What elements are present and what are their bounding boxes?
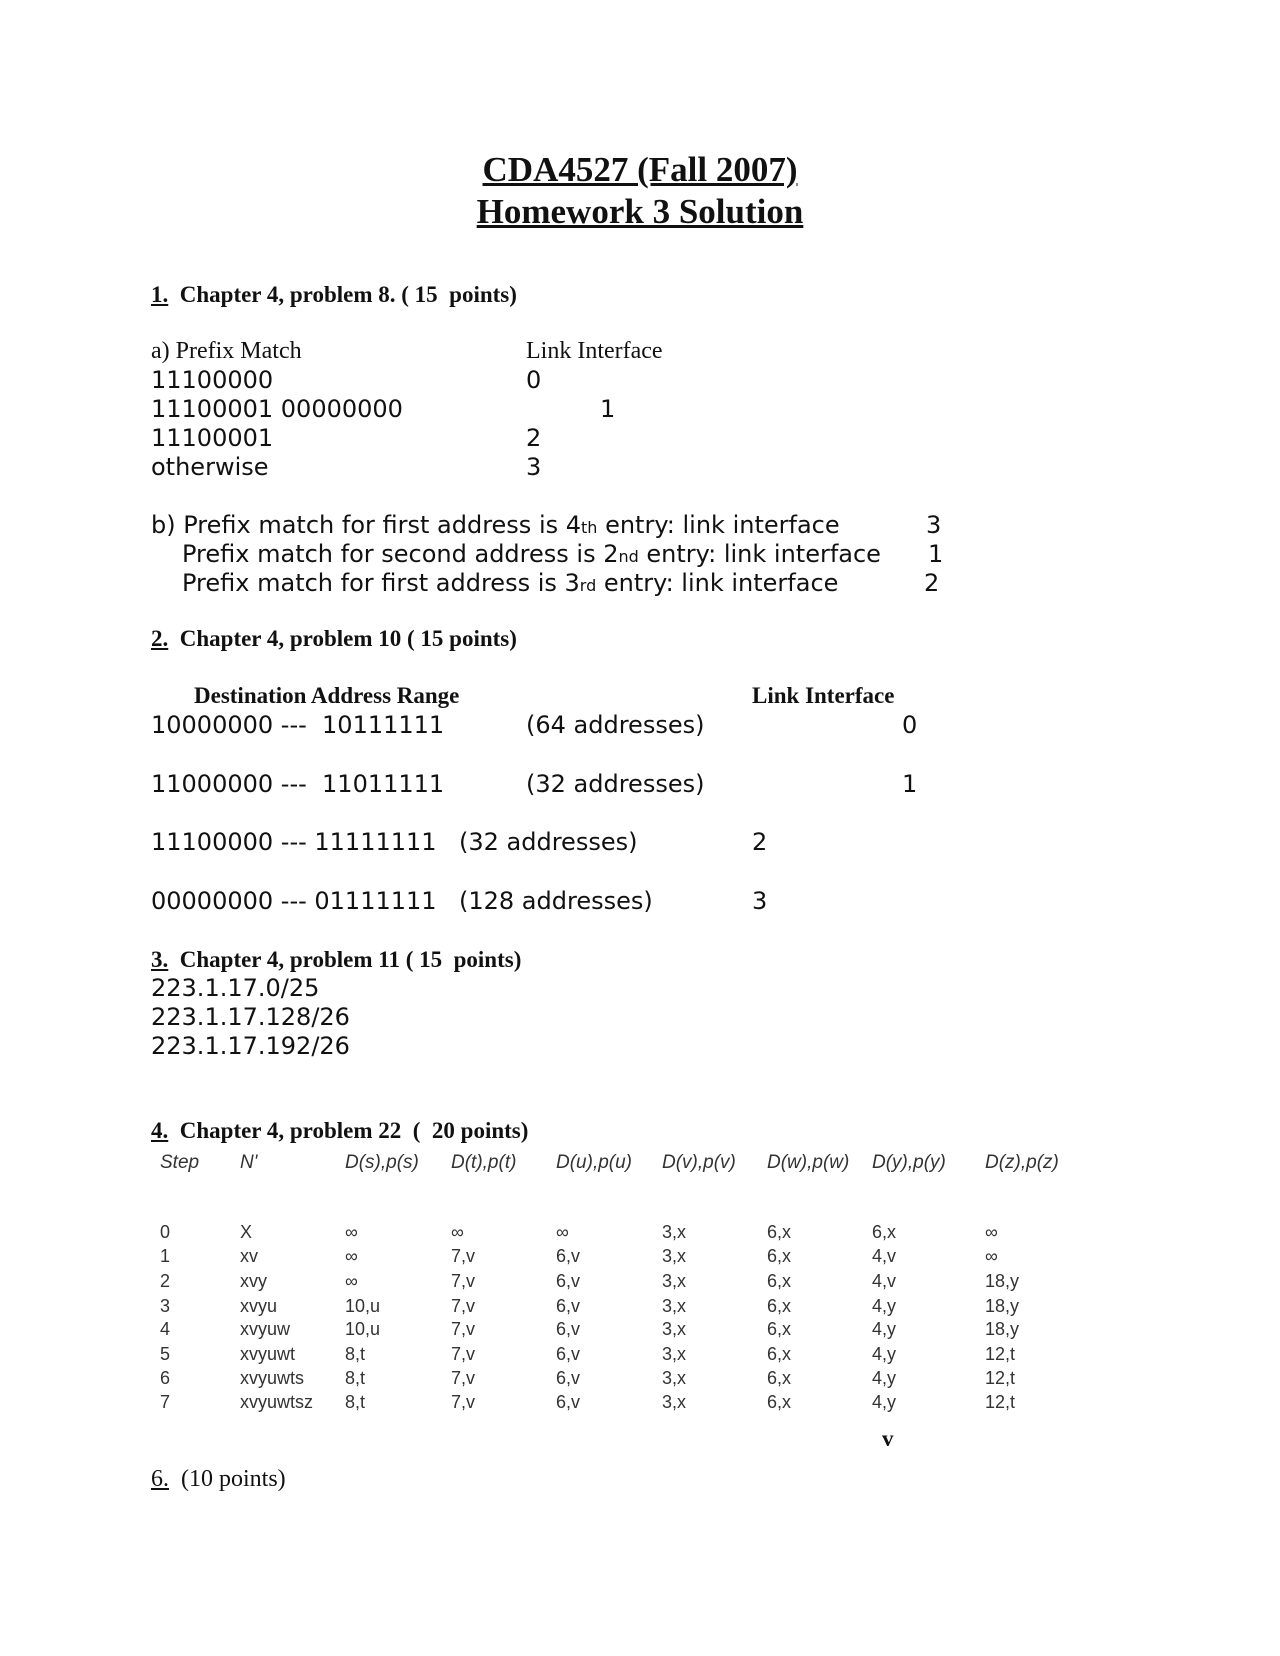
table-cell: 7,v <box>451 1271 476 1291</box>
table-cell: 4 <box>160 1319 171 1339</box>
q2-iface-1: 1 <box>902 770 918 798</box>
q1-b-line-1-post: entry: link interface <box>638 540 881 568</box>
table-cell: 6,x <box>767 1271 792 1291</box>
table-cell: 7,v <box>451 1344 476 1364</box>
q3-number: 3. <box>151 947 169 972</box>
q1-a-label: a) Prefix Match <box>151 338 302 364</box>
table-cell: 6,x <box>767 1368 792 1388</box>
table-cell: 6,x <box>767 1296 792 1316</box>
table-cell: ∞ <box>345 1271 358 1291</box>
q4-heading <box>151 1118 528 1144</box>
q1-iface-2: 2 <box>526 424 542 452</box>
table-cell: 7 <box>160 1392 171 1412</box>
table-cell: 3,x <box>662 1246 687 1266</box>
table-cell: xvyuwt <box>240 1344 296 1364</box>
q1-b-line-2 <box>182 569 838 597</box>
q3-heading <box>151 947 521 973</box>
table-cell: 0 <box>160 1222 171 1242</box>
q2-col2-header: Link Interface <box>752 683 895 708</box>
q2-heading-text: Chapter 4, problem 10 ( 15 points) <box>179 626 517 651</box>
table-cell: 8,t <box>345 1368 366 1388</box>
q1-heading-text: Chapter 4, problem 8. ( 15 points) <box>179 282 517 307</box>
q1-iface-3: 3 <box>526 453 542 481</box>
table-cell: 4,y <box>872 1344 897 1364</box>
table-cell: 3,x <box>662 1222 687 1242</box>
q3-heading-text: Chapter 4, problem 11 ( 15 points) <box>179 947 522 972</box>
title-line-1: CDA4527 (Fall 2007) <box>482 150 798 189</box>
title-line-2: Homework 3 Solution <box>476 192 804 231</box>
q1-b-line-1-sup: nd <box>618 547 639 566</box>
table-cell: 3,x <box>662 1392 687 1412</box>
q1-b-line-2-sup: rd <box>579 576 597 595</box>
q1-b-line-0-pre: b) Prefix match for first address is 4 <box>151 511 582 539</box>
q1-prefix-0: 11100000 <box>151 366 274 394</box>
table-cell: X <box>240 1222 253 1242</box>
table-cell: 2 <box>160 1271 171 1291</box>
table-header-cell: D(s),p(s) <box>345 1152 419 1173</box>
q2-col1-header: Destination Address Range <box>194 683 460 708</box>
table-cell: ∞ <box>451 1222 464 1242</box>
table-cell: 7,v <box>451 1392 476 1412</box>
q1-a-col2: Link Interface <box>526 338 663 364</box>
table-cell: 3 <box>160 1296 171 1316</box>
table-header-cell: D(v),p(v) <box>662 1152 736 1173</box>
q3-line-2: 223.1.17.192/26 <box>151 1032 350 1060</box>
q1-iface-0: 0 <box>526 366 542 394</box>
q4-number: 4. <box>151 1118 169 1143</box>
table-cell: 3,x <box>662 1319 687 1339</box>
table-cell: 4,y <box>872 1296 897 1316</box>
table-cell: 4,y <box>872 1368 897 1388</box>
table-cell: 7,v <box>451 1368 476 1388</box>
table-header-cell: Step <box>160 1152 200 1173</box>
table-cell: 6,x <box>767 1319 792 1339</box>
table-cell: 3,x <box>662 1271 687 1291</box>
table-cell: 3,x <box>662 1344 687 1364</box>
table-cell: ∞ <box>985 1246 998 1266</box>
q1-b-line-0-post: entry: link interface <box>597 511 840 539</box>
table-header-cell: D(w),p(w) <box>767 1152 850 1173</box>
table-cell: 8,t <box>345 1344 366 1364</box>
table-header-cell: D(y),p(y) <box>872 1152 946 1173</box>
table-cell: 5 <box>160 1344 171 1364</box>
q2-iface-0: 0 <box>902 711 918 739</box>
table-cell: 6,x <box>767 1222 792 1242</box>
table-cell: 6,x <box>767 1246 792 1266</box>
q1-prefix-3: otherwise <box>151 453 269 481</box>
table-cell: xvyuwtsz <box>240 1392 314 1412</box>
table-cell: 6,v <box>556 1296 581 1316</box>
table-cell: 3,x <box>662 1296 687 1316</box>
q2-iface-2: 2 <box>752 828 768 856</box>
table-cell: 7,v <box>451 1296 476 1316</box>
q2-count-3: (128 addresses) <box>459 887 653 915</box>
q1-iface-1: 1 <box>600 395 616 423</box>
table-cell: 8,t <box>345 1392 366 1412</box>
table-cell: 6,v <box>556 1368 581 1388</box>
table-cell: 18,y <box>985 1296 1020 1316</box>
table-cell: 7,v <box>451 1319 476 1339</box>
table-header-cell: N' <box>240 1152 258 1173</box>
table-cell: 10,u <box>345 1319 381 1339</box>
q3-line-0: 223.1.17.0/25 <box>151 974 320 1002</box>
table-cell: 10,u <box>345 1296 381 1316</box>
table-cell: 4,v <box>872 1271 897 1291</box>
table-cell: ∞ <box>345 1246 358 1266</box>
table-cell: xv <box>240 1246 258 1266</box>
table-cell: 1 <box>160 1246 171 1266</box>
q6-heading <box>151 1466 286 1493</box>
q3-line-1: 223.1.17.128/26 <box>151 1003 350 1031</box>
table-cell: 4,v <box>872 1246 897 1266</box>
table-cell: xvyu <box>240 1296 278 1316</box>
table-cell: ∞ <box>985 1222 998 1242</box>
table-cell: xvyuw <box>240 1319 291 1339</box>
q2-range-2: 11100000 --- 11111111 <box>151 828 437 856</box>
table-cell: 18,y <box>985 1271 1020 1291</box>
q1-b-line-2-post: entry: link interface <box>596 569 839 597</box>
table-cell: 6,v <box>556 1344 581 1364</box>
q1-prefix-2: 11100001 <box>151 424 274 452</box>
q1-heading <box>151 282 517 308</box>
table-cell: 12,t <box>985 1344 1016 1364</box>
q1-b-line-0 <box>151 511 840 539</box>
table-cell: 6,v <box>556 1392 581 1412</box>
q1-b-val-1: 1 <box>928 540 944 568</box>
q1-prefix-1: 11100001 00000000 <box>151 395 403 423</box>
table-cell: 6,v <box>556 1271 581 1291</box>
table-cell: 6 <box>160 1368 171 1388</box>
q2-range-3: 00000000 --- 01111111 <box>151 887 437 915</box>
q1-b-line-1-pre: Prefix match for second address is 2 <box>182 540 619 568</box>
table-cell: 12,t <box>985 1392 1016 1412</box>
table-cell: 6,x <box>767 1392 792 1412</box>
q2-range-0: 10000000 --- 10111111 <box>151 711 445 739</box>
q6-number: 6. <box>151 1466 169 1492</box>
table-cell: xvy <box>240 1271 267 1291</box>
q2-number: 2. <box>151 626 169 651</box>
q1-number: 1. <box>151 282 169 307</box>
q4-heading-text: Chapter 4, problem 22 ( 20 points) <box>179 1118 529 1143</box>
q1-b-val-2: 2 <box>924 569 940 597</box>
q1-b-line-0-sup: th <box>581 518 598 537</box>
q2-iface-3: 3 <box>752 887 768 915</box>
table-cell: ∞ <box>556 1222 569 1242</box>
q2-range-1: 11000000 --- 11011111 <box>151 770 445 798</box>
table-cell: 7,v <box>451 1246 476 1266</box>
table-cell: 6,x <box>872 1222 897 1242</box>
table-cell: ∞ <box>345 1222 358 1242</box>
table-cell: 6,v <box>556 1246 581 1266</box>
q2-count-1: (32 addresses) <box>526 770 705 798</box>
q1-b-line-1 <box>182 540 881 568</box>
q2-count-2: (32 addresses) <box>459 828 638 856</box>
q2-count-0: (64 addresses) <box>526 711 705 739</box>
q6-heading-text: (10 points) <box>181 1466 286 1492</box>
table-header-cell: D(u),p(u) <box>556 1152 633 1173</box>
table-cell: 18,y <box>985 1319 1020 1339</box>
table-cell: 6,v <box>556 1319 581 1339</box>
table-cell: 4,y <box>872 1319 897 1339</box>
table-cell: xvyuwts <box>240 1368 305 1388</box>
q2-heading <box>151 626 517 652</box>
table-header-cell: D(t),p(t) <box>451 1152 517 1173</box>
table-cell: 4,y <box>872 1392 897 1412</box>
q4-footnote: v <box>882 1426 894 1451</box>
table-cell: 6,x <box>767 1344 792 1364</box>
table-header-cell: D(z),p(z) <box>985 1152 1059 1173</box>
q1-b-val-0: 3 <box>926 511 942 539</box>
table-cell: 3,x <box>662 1368 687 1388</box>
q1-b-line-2-pre: Prefix match for first address is 3 <box>182 569 580 597</box>
table-cell: 12,t <box>985 1368 1016 1388</box>
